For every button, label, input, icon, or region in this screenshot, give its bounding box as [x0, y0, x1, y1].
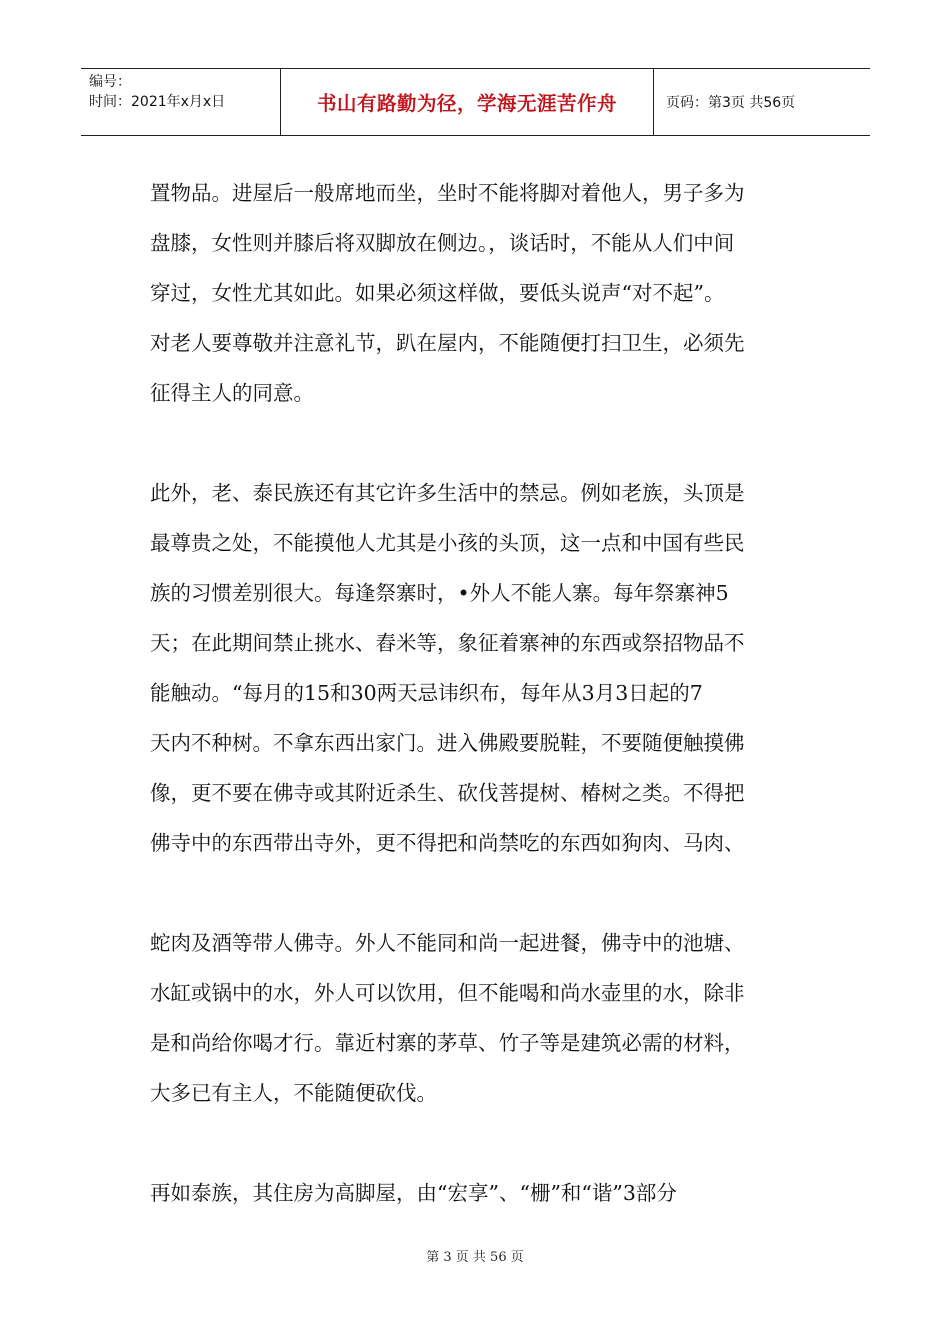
text-line: 再如泰族，其住房为高脚屋，由“宏享”、“栅”和“谐”3部分 [150, 1181, 677, 1205]
text-line: 天；在此期间禁止挑水、舂米等，象征着寨神的东西或祭招物品不 [150, 631, 745, 655]
page-footer: 第 3 页 共 56 页 [426, 1250, 524, 1265]
text-line: 征得主人的同意。 [150, 381, 314, 405]
paragraph [150, 1168, 810, 1218]
text-line: 对老人要尊敬并注意礼节，趴在屋内，不能随便打扫卫生，必须先 [150, 331, 745, 355]
text-line: 像，更不要在佛寺或其附近杀生、砍伐菩提树、椿树之类。不得把 [150, 781, 745, 805]
text-line: 水缸或锅中的水，外人可以饮用，但不能喝和尚水壶里的水，除非 [150, 981, 745, 1005]
text-line: 天内不种树。不拿东西出家门。进入佛殿要脱鞋，不要随便触摸佛 [150, 731, 745, 755]
text-line: 最尊贵之处，不能摸他人尤其是小孩的头顶，这一点和中国有些民 [150, 531, 745, 555]
text-line: 是和尚给你喝才行。靠近村寨的茅草、竹子等是建筑必需的材料， [150, 1031, 745, 1055]
header-motto: 书山有路勤为径，学海无涯苦作舟 [281, 69, 654, 135]
document-time-label: 时间：2021年x月x日 [89, 94, 226, 110]
document-header [81, 68, 870, 136]
text-line: 此外，老、泰民族还有其它许多生活中的禁忌。例如老族，头顶是 [150, 481, 745, 505]
text-line: 佛寺中的东西带出寺外，更不得把和尚禁吃的东西如狗肉、马肉、 [150, 831, 745, 855]
header-page-info: 页码：第3页 共56页 [666, 95, 796, 111]
paragraph-gap [150, 868, 810, 918]
text-line: 置物品。进屋后一般席地而坐，坐时不能将脚对着他人，男子多为 [150, 181, 745, 205]
paragraph-gap [150, 1118, 810, 1168]
text-line: 能触动。“每月的15和30两天忌讳织布，每年从3月3日起的7 [150, 681, 703, 705]
document-body [150, 168, 810, 1218]
text-line: 蛇肉及酒等带人佛寺。外人不能同和尚一起进餐，佛寺中的池塘、 [150, 931, 745, 955]
document-number-label: 编号： [89, 74, 131, 90]
paragraph-gap [150, 418, 810, 468]
text-line: 族的习惯差别很大。每逢祭寨时，•外人不能人寨。每年祭寨神5 [150, 581, 729, 605]
header-meta [81, 69, 281, 135]
paragraph [150, 468, 810, 868]
text-line: 大多已有主人，不能随便砍伐。 [150, 1081, 437, 1105]
text-line: 盘膝，女性则并膝后将双脚放在侧边。，谈话时，不能从人们中间 [150, 231, 735, 255]
paragraph [150, 168, 810, 418]
text-line: 穿过，女性尤其如此。如果必须这样做，要低头说声“对不起”。 [150, 281, 725, 305]
paragraph [150, 918, 810, 1118]
